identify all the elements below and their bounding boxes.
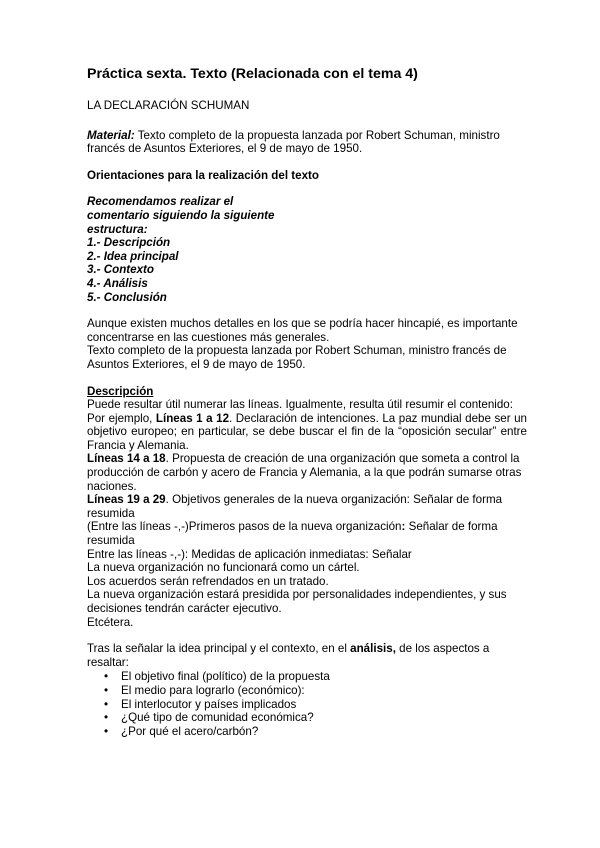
list-item [87, 684, 527, 698]
structure-item-contexto: 3.- Contexto [87, 263, 154, 277]
bullet-icon: • [104, 683, 109, 697]
lineas-19-29-label: Líneas 19 a 29 [87, 493, 166, 507]
structure-intro-line: estructura: [87, 222, 148, 236]
structure-item-idea-principal: 2.- Idea principal [87, 249, 179, 263]
descripcion-line: Etcétera. [87, 615, 134, 629]
lineas-14-18-label: Líneas 14 a 18 [87, 452, 166, 466]
bullet-icon: • [104, 724, 109, 738]
texto-completo-paragraph: Texto completo de la propuesta lanzada por Robert Schuman, ministro francés de Asuntos Exteriores, el 9 de mayo de 1950. [87, 344, 507, 371]
structure-item-analisis: 4.- Análisis [87, 276, 148, 290]
lineas-1-12-text: . Declaración de intenciones. La paz mundial debe ser un objetivo europeo; en particular, se debe buscar el fin de la “oposición secular” entre Francia y Alemania. [87, 411, 527, 452]
entre-lineas-medidas: Entre las líneas -,-): Medidas de aplicación inmediatas: Señalar [87, 547, 412, 561]
list-item-text: El objetivo final (político) de la propuesta [121, 670, 330, 684]
list-item-text: El medio para lograrlo (económico): [121, 683, 305, 697]
material-label: Material: [87, 128, 135, 142]
analisis-bullet-list [87, 670, 527, 738]
entre1-colon: : [401, 520, 406, 534]
aunque-paragraph: Aunque existen muchos detalles en los que se podría hacer hincapié, es importante concentrarse en las cuestiones más generales. [87, 317, 518, 344]
entre1-rest: Señalar de forma resumida [87, 520, 498, 548]
list-item-text: El interlocutor y países implicados [121, 697, 297, 711]
list-item-text: ¿Por qué el acero/carbón? [121, 724, 259, 738]
bullet-icon: • [104, 697, 109, 711]
list-item [87, 725, 527, 739]
descripcion-heading: Descripción [87, 384, 154, 398]
analisis-intro-prefix: Tras la señalar la idea principal y el contexto, en el [87, 642, 351, 656]
lineas-1-12-label: Líneas 1 a 12 [155, 411, 230, 425]
lineas-19-29-paragraph [87, 493, 527, 520]
material-text: Texto completo de la propuesta lanzada por Robert Schuman, ministro francés de Asuntos Exteriores, el 9 de mayo de 1950. [87, 128, 500, 156]
lineas-1-12-paragraph [87, 412, 527, 453]
list-item [87, 698, 527, 712]
list-item [87, 670, 527, 684]
analisis-intro-suffix: de los aspectos a resaltar: [87, 642, 490, 669]
structure-item-descripcion: 1.- Descripción [87, 236, 171, 250]
structure-list [87, 195, 527, 304]
analisis-intro [87, 642, 527, 669]
entre-lineas-primeros-pasos [87, 520, 527, 547]
structure-intro-line: comentario siguiendo la siguiente [87, 208, 275, 222]
analisis-intro-bold: análisis, [350, 642, 396, 656]
lineas-14-18-paragraph [87, 452, 527, 493]
descripcion-line: La nueva organización estará presidida por personalidades independientes, y sus decisiones tendrán carácter ejecutivo. [87, 588, 507, 615]
descripcion-line: Los acuerdos serán refrendados en un tratado. [87, 574, 329, 588]
descripcion-intro: Puede resultar útil numerar las líneas. Igualmente, resulta útil resumir el contenido: [87, 398, 513, 412]
document-page [87, 66, 527, 738]
list-item [87, 711, 527, 725]
list-item-text: ¿Qué tipo de comunidad económica? [121, 711, 314, 725]
entre1-text: (Entre las líneas -,-)Primeros pasos de la nueva organización [87, 520, 402, 534]
ejemplo-prefix: Por ejemplo, [87, 411, 156, 425]
structure-intro-line: Recomendamos realizar el [87, 195, 234, 209]
page-title: Práctica sexta. Texto (Relacionada con el tema 4) [87, 66, 418, 82]
bullet-icon: • [104, 670, 109, 684]
document-subtitle: LA DECLARACIÓN SCHUMAN [87, 99, 250, 112]
lineas-14-18-text: . Propuesta de creación de una organización que someta a control la producción de carbón y acero de Francia y Alemania, a la que podrán sumarse otras naciones. [87, 452, 522, 493]
descripcion-line: La nueva organización no funcionará como un cártel. [87, 561, 360, 575]
structure-item-conclusion: 5.- Conclusión [87, 290, 167, 304]
bullet-icon: • [104, 711, 109, 725]
lineas-19-29-text: . Objetivos generales de la nueva organización: Señalar de forma resumida [87, 493, 503, 520]
material-paragraph [87, 129, 527, 156]
orientaciones-heading: Orientaciones para la realización del texto [87, 168, 319, 182]
